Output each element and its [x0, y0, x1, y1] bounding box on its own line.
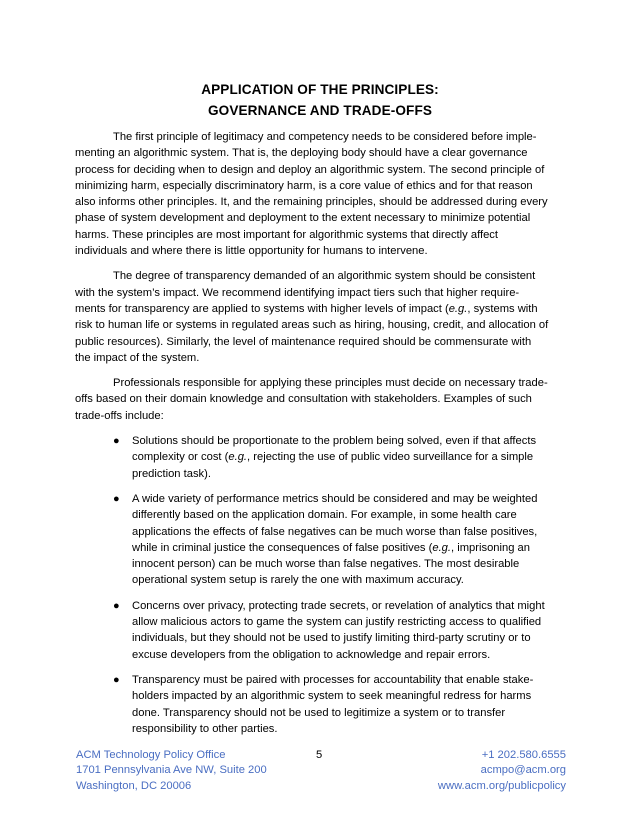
- text-line: phase of system development and deployment to the extent necessary to minimize potential: [75, 212, 531, 225]
- footer-address: [76, 748, 267, 794]
- text-line: Concerns over privacy, protecting trade secrets, or revelation of analytics that might: [132, 599, 545, 612]
- text-line: process for deciding when to design and deploy an algorithmic system. The second principle of: [75, 163, 545, 176]
- paragraph-governance: [75, 129, 569, 259]
- text-segment: , rejecting the use of public video surveillance for a simple: [247, 451, 534, 464]
- text-line: Transparency must be paired with processes for accountability that enable stake-: [132, 673, 534, 686]
- text-line: offs based on their domain knowledge and consultation with stakeholders. Examples of such: [75, 393, 532, 406]
- list-item: [75, 672, 569, 737]
- text-segment: ments for transparency are applied to systems with higher levels of impact (: [75, 302, 449, 315]
- text-line: minimizing harm, especially discriminatory harm, is a core value of ethics and for that reason: [75, 179, 533, 192]
- text-line: differently based on the application domain. For example, in some health care: [132, 509, 517, 522]
- text-line: [132, 540, 569, 556]
- text-segment-italic: e.g.: [228, 451, 248, 464]
- text-segment-italic: e.g.: [432, 541, 452, 554]
- footer-street: 1701 Pennsylvania Ave NW, Suite 200: [76, 764, 267, 777]
- text-line: innocent person) can be much worse than false negatives. The most desirable: [132, 558, 520, 571]
- text-segment: , systems with: [467, 302, 538, 315]
- text-line: risk to human life or systems in regulated areas such as hiring, housing, credit, and allocation of: [75, 319, 549, 332]
- text-line: [132, 449, 569, 465]
- text-line: also informs other principles. It, and the remaining principles, should be addressed during every: [75, 196, 548, 209]
- footer-email-link[interactable]: acmpo@acm.org: [480, 764, 566, 777]
- text-segment: complexity or cost (: [132, 451, 229, 464]
- text-segment: while in criminal justice the consequences of false positives (: [132, 541, 433, 554]
- list-item: [75, 598, 569, 663]
- text-line: allow malicious actors to game the system can justify restricting access to qualified: [132, 616, 542, 629]
- list-item: [75, 433, 569, 482]
- footer-city: Washington, DC 20006: [76, 779, 192, 792]
- list-item: [75, 491, 569, 589]
- text-line: operational system setup is rarely the one with maximum accuracy.: [132, 574, 464, 587]
- text-line: Professionals responsible for applying these principles must decide on necessary trade-: [113, 377, 548, 390]
- text-line: individuals and where there is little opportunity for humans to intervene.: [75, 245, 428, 258]
- text-line: applications the effects of false negatives can be much worse than false positives,: [132, 525, 538, 538]
- text-segment: , imprisoning an: [451, 541, 530, 554]
- body-text: [75, 129, 569, 746]
- footer-contact: [438, 748, 566, 794]
- text-line: menting an algorithmic system. That is, the deploying body should have a clear governance: [75, 147, 528, 160]
- page-number: 5: [316, 749, 323, 761]
- text-line: with the system’s impact. We recommend identifying impact tiers such that higher require-: [75, 286, 520, 299]
- text-line: The first principle of legitimacy and competency needs to be considered before imple-: [113, 131, 537, 143]
- text-line: prediction task).: [132, 467, 211, 480]
- text-line: done. Transparency should not be used to legitimize a system or to transfer: [132, 706, 506, 719]
- text-line: trade-offs include:: [75, 409, 164, 422]
- text-line: holders impacted by an algorithmic system to seek meaningful redress for harms: [132, 690, 532, 703]
- text-line: excuse developers from the obligation to acknowledge and repair errors.: [132, 648, 491, 661]
- footer-phone[interactable]: +1 202.580.6555: [481, 749, 566, 761]
- text-line: public resources). Similarly, the level of maintenance required should be commensurate with: [75, 335, 532, 348]
- title-line-1: APPLICATION OF THE PRINCIPLES:: [201, 82, 439, 97]
- text-line: the impact of the system.: [75, 351, 200, 364]
- title-line-2: GOVERNANCE AND TRADE-OFFS: [207, 103, 433, 118]
- bullet-icon: ●: [113, 435, 120, 448]
- bullet-icon: ●: [113, 673, 120, 686]
- bullet-icon: ●: [113, 599, 120, 612]
- text-line: individuals, but they should not be used to justify limiting third-party scrutiny or to: [132, 632, 531, 645]
- text-line: responsibility to other parties.: [132, 722, 278, 735]
- text-line: A wide variety of performance metrics should be considered and may be weighted: [132, 492, 538, 505]
- page-title: [0, 79, 640, 121]
- text-line: The degree of transparency demanded of an algorithmic system should be consistent: [113, 270, 536, 283]
- paragraph-transparency: [75, 268, 569, 366]
- text-line: [75, 301, 569, 317]
- text-segment-italic: e.g.: [448, 302, 468, 315]
- paragraph-tradeoffs: [75, 375, 569, 424]
- text-line: Solutions should be proportionate to the problem being solved, even if that affects: [132, 435, 537, 448]
- tradeoff-list: [75, 433, 569, 737]
- bullet-icon: ●: [113, 492, 120, 505]
- text-line: harms. These principles are most important for algorithmic systems that directly affect: [75, 228, 499, 241]
- footer-website-link[interactable]: www.acm.org/publicpolicy: [437, 779, 566, 792]
- footer-office-name: ACM Technology Policy Office: [76, 749, 226, 761]
